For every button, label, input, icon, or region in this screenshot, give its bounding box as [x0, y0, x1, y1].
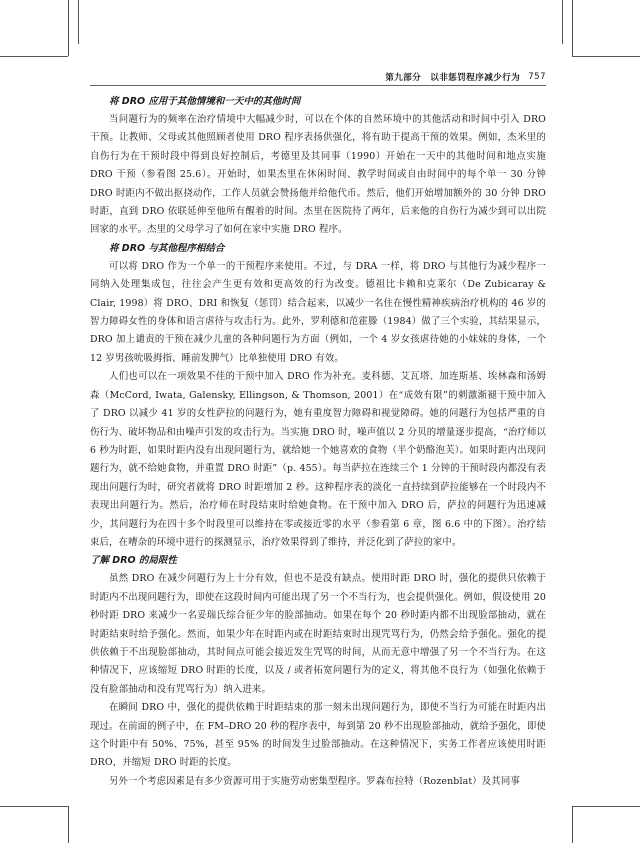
- crop-mark-top-right-h: [572, 56, 640, 57]
- paragraph: 人们也可以在一项效果不佳的干预中加入 DRO 作为补充。麦科德、艾瓦塔、加连斯基、埃林森和汤姆森（McCord, Iwata, Galensky, Ellingson, & Thomson, 2001）在“成效有限”的刺激渐褪干预中加入了 DRO 以减少 41 岁的女性萨拉的问题行为，她有重度智力障碍和视觉障碍。她的问题行为包括严重的自伤行为、破坏物品和由噪声引发的攻击行为。当实施 DRO 时，噪声值以 2 分贝的增量逐步提高，“治疗师以 6 秒为时距，如果时距内没有出现问题行为，就给她一个她喜欢的食物（半个奶酪泡芙）。如果时距内出现问题行为，就不给她食物，并重置 DRO 时距”（p. 455）。每当萨拉在连续三个 1 分钟的干预时段内都没有表现出问题行为时，研究者就将 DRO 时距增加 2 秒。这种程序表的淡化一直持续到萨拉能够在一个时段内不表现出问题行为。然后，治疗师在时段结束时给她食物。在干预中加入 DRO 后，萨拉的问题行为迅速减少，其问题行为在四十多个时段里可以维持在零或接近零的水平（参看第 6 章，图 6.6 中的下图）。治疗结束后，在嘈杂的环境中进行的探测显示，治疗效果得到了维持，并泛化到了萨拉的家中。: [90, 371, 546, 548]
- page-content: [90, 93, 546, 791]
- crop-mark-bottom-left-v: [68, 806, 69, 843]
- running-header: [90, 70, 546, 84]
- paragraph: 虽然 DRO 在减少问题行为上十分有效，但也不是没有缺点。使用时距 DRO 时，强化的提供只依赖于时距内不出现问题行为，即使在这段时间内可能出现了另一个不当行为，也会提供强化。例如，假设使用 20 秒时距 DRO 来减少一名妥瑞氏综合征少年的脸部抽动。如果在每个 20 秒时距内都不出现脸部抽动，就在时距结束时给予强化。然而，如果少年在时距内或在时距结束时出现咒骂行为，仍然会给予强化。强化的提供依赖于不出现脸部抽动，其时间点可能会接近发生咒骂的时间，从而无意中增强了另一个不当行为。在这种情况下，应该缩短 DRO 时距的长度，以及 / 或者拓宽问题行为的定义，将其他不良行为（如强化依赖于没有脸部抽动和没有咒骂行为）纳入进来。: [90, 573, 546, 695]
- paragraph: 另外一个考虑因素是有多少资源可用于实施劳动密集型程序。罗森布拉特（Rozenblat）及其同事: [109, 775, 520, 787]
- crop-mark-top-right-v2: [562, 0, 563, 44]
- crop-mark-bottom-right-h: [572, 806, 640, 807]
- header-rule: [90, 85, 546, 86]
- paragraph: 在瞬间 DRO 中，强化的提供依赖于时距结束的那一刻未出现问题行为，即使不当行为可能在时距内出现过。在前面的例子中，在 FM–DRO 20 秒的程序表中，每到第 20 秒不出现脸部抽动，就给予强化，即使这个时距中有 50%、75%，甚至 95% 的时间发生过脸部抽动。在这种情况下，实务工作者应该使用时距 DRO，并缩短 DRO 时距的长度。: [90, 702, 546, 769]
- page-number: 757: [528, 72, 546, 82]
- crop-mark-bottom-right-v: [572, 806, 573, 843]
- paragraph: 当问题行为的频率在治疗情境中大幅减少时，可以在个体的自然环境中的其他活动和时间中引入 DRO 干预。让教师、父母或其他照顾者使用 DRO 程序表扬供强化，将有助于提高干预的效果。例如，杰米里的自伤行为在干预时段中得到良好控制后，考德里及其同事（1990）开始在一天中的其他时间和地点实施 DRO 干预（参看图 25.6）。开始时，如果杰里在休闲时间、教学时间或自由时间中的每个单一 30 分钟 DRO 时距内不做出抠挠动作，工作人员就会赞扬他并给他代币。然后，他们开始增加额外的 30 分钟 DRO 时距，直到 DRO 依联延伸至他所有醒着的时间。杰里在医院待了两年，后来他的自伤行为减少到可以出院回家的水平。杰里的父母学习了如何在家中实施 DRO 程序。: [90, 114, 546, 236]
- crop-mark-bottom-left-h: [0, 806, 68, 807]
- crop-mark-top-left-h: [0, 56, 68, 57]
- section-heading: 将 DRO 与其他程序相结合: [109, 242, 225, 254]
- crop-mark-top-right-v: [572, 0, 573, 56]
- paragraph: 可以将 DRO 作为一个单一的干预程序来使用。不过，与 DRA 一样，将 DRO 与其他行为减少程序一同纳入处理集成包，往往会产生更有效和更高效的行为改变。德祖比卡赖和克莱尔（De Zubicaray & Clair, 1998）将 DRO、DRI 和恢复（惩罚）结合起来，以减少一名住在慢性精神疾病治疗机构的 46 岁的智力障碍女性的身体和语言虐待与攻击行为。此外，罗利德和范霍滕（1984）做了三个实验，其结果显示，DRO 加上谴责的干预在减少儿童的各种问题行为方面（例如，一个 4 岁女孩虐待她的小妹妹的身体，一个 12 岁男孩吮吸拇指、睡前发脾气）比单独使用 DRO 有效。: [90, 260, 546, 364]
- crop-mark-top-left-v: [68, 0, 69, 56]
- crop-mark-top-left-v2: [78, 0, 79, 44]
- header-title: 第九部分 以非惩罚程序减少行为: [385, 73, 521, 83]
- section-heading: 将 DRO 应用于其他情境和一天中的其他时间: [109, 96, 301, 107]
- section-heading: 了解 DRO 的局限性: [90, 555, 177, 567]
